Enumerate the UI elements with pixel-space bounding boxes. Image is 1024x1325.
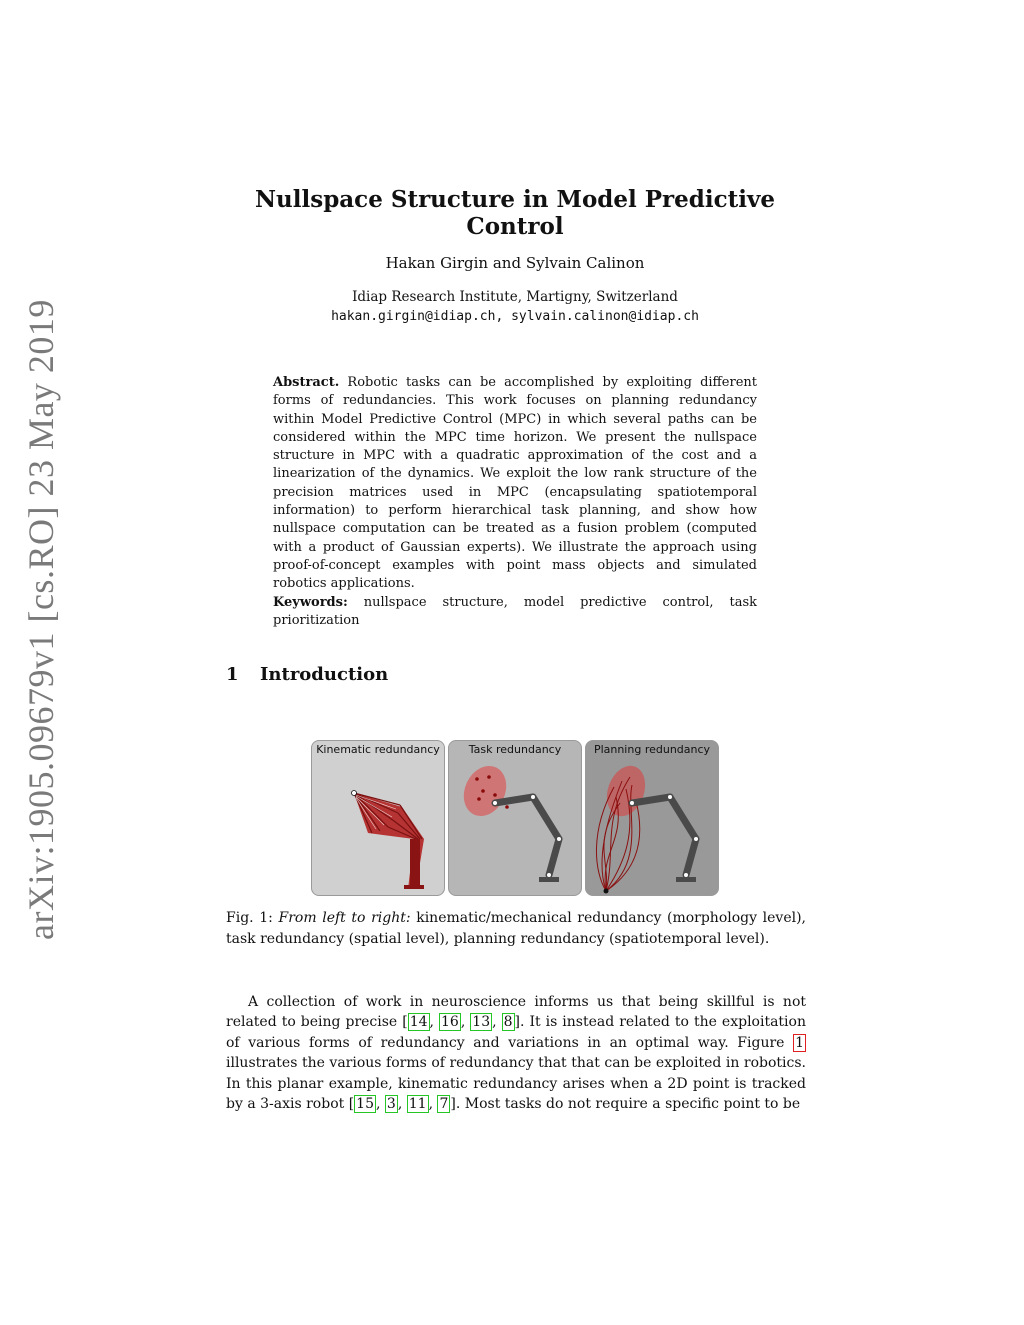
- citation-link[interactable]: 14: [409, 1014, 428, 1031]
- panel-task: [448, 740, 582, 896]
- panel-label: Task redundancy: [468, 743, 562, 756]
- paragraph-text: ]. Most tasks do not require a specific point to be: [450, 1096, 801, 1113]
- task-redundancy-illustration: [449, 741, 581, 895]
- section-heading: [226, 664, 388, 685]
- abstract-label: Abstract.: [273, 375, 340, 390]
- citation-link[interactable]: 16: [441, 1014, 459, 1031]
- section-number: 1: [226, 664, 239, 685]
- caption-text: kinematic/mechanical redundancy (morphology level), task redundancy (spatial level), planning redundancy (spatiotemporal level).: [226, 910, 806, 947]
- effector-point: [352, 791, 357, 796]
- task-region: [456, 759, 514, 823]
- panel-planning: [585, 740, 719, 896]
- email-link[interactable]: hakan.girgin@idiap.ch: [331, 309, 496, 324]
- paragraph-text: A collection of work in neuroscience informs us that being skillful is not related to being precise [: [226, 994, 806, 1031]
- citation-link[interactable]: 3: [386, 1096, 396, 1113]
- robot-arm: [632, 797, 696, 875]
- affiliation: Idiap Research Institute, Martigny, Switzerland: [352, 289, 678, 305]
- arm-base: [404, 885, 424, 889]
- citation-link[interactable]: 13: [472, 1014, 491, 1031]
- arm-base: [539, 877, 559, 882]
- paragraph-text: illustrates the various forms of redundancy that that can be exploited in robotics. In this planar example, kinematic redundancy arises when a 2D point is tracked by a 3-axis robot [: [226, 1055, 806, 1113]
- keywords-text: nullspace structure, model predictive control, task prioritization: [273, 595, 757, 629]
- figure-reference-link[interactable]: 1: [795, 1034, 804, 1051]
- email-link[interactable]: sylvain.calinon@idiap.ch: [511, 309, 699, 324]
- authors: Hakan Girgin and Sylvain Calinon: [385, 254, 645, 272]
- panel-label: Kinematic redundancy: [316, 743, 440, 756]
- figure-caption: [226, 908, 806, 950]
- section-title: Introduction: [260, 664, 389, 685]
- keywords: [273, 594, 757, 631]
- arm-base-link: [410, 839, 420, 887]
- caption-italic: From left to right:: [278, 910, 411, 926]
- arxiv-identifier: arXiv:1905.09679v1 [cs.RO] 23 May 2019: [21, 299, 61, 940]
- citation-link[interactable]: 7: [439, 1096, 449, 1113]
- email-separator: ,: [495, 309, 512, 324]
- paper-title: Nullspace Structure in Model Predictive Control: [255, 186, 775, 240]
- figure-1: [311, 740, 721, 896]
- kinematic-redundancy-illustration: [312, 741, 444, 895]
- author-emails: [210, 309, 820, 324]
- citation-link[interactable]: 11: [408, 1096, 427, 1113]
- planning-redundancy-illustration: [586, 741, 718, 895]
- robot-arm: [495, 797, 559, 875]
- citation-link[interactable]: 15: [356, 1096, 374, 1113]
- abstract-text: Robotic tasks can be accomplished by exploiting different forms of redundancies. This work focuses on planning redundancy within Model Predictive Control (MPC) in which several paths can be considered within the MPC time horizon. We present the nullspace structure in MPC with a quadratic approximation of the cost and a linearization of the dynamics. We exploit the low rank structure of the precision matrices used in MPC (encapsulating spatiotemporal information) to perform hierarchical task planning, and show how nullspace computation can be treated as a fusion problem (computed with a product of Gaussian experts). We illustrate the approach using proof-of-concept examples with point mass objects and simulated robotics applications.: [273, 375, 757, 592]
- panel-kinematic: [311, 740, 445, 896]
- abstract: [273, 374, 757, 594]
- citation-link[interactable]: 8: [503, 1014, 513, 1031]
- caption-prefix: Fig. 1:: [226, 910, 279, 926]
- intro-paragraph: A collection of work in neuroscience informs us that being skillful is not related to being precise [ 14 , 16 , 13 , 8 ]. It is instead related to the exploitation of various forms of redundancy and variations in an optimal way. Figure 1 illustrates the various forms of redundancy that that can be exploited in robotics. In this planar example, kinematic redundancy arises when a 2D point is tracked by a 3-axis robot [ 15 , 3 , 11 , 7 ]. Most tasks do not require a specific point to be: [226, 994, 806, 1113]
- arm-base: [676, 877, 696, 882]
- panel-label: Planning redundancy: [593, 743, 711, 756]
- paragraph-text: ]. It is instead related to the exploitation of various forms of redundancy and variations in an optimal way. Figure: [226, 1014, 806, 1051]
- keywords-label: Keywords:: [273, 595, 348, 610]
- start-point: [604, 889, 609, 894]
